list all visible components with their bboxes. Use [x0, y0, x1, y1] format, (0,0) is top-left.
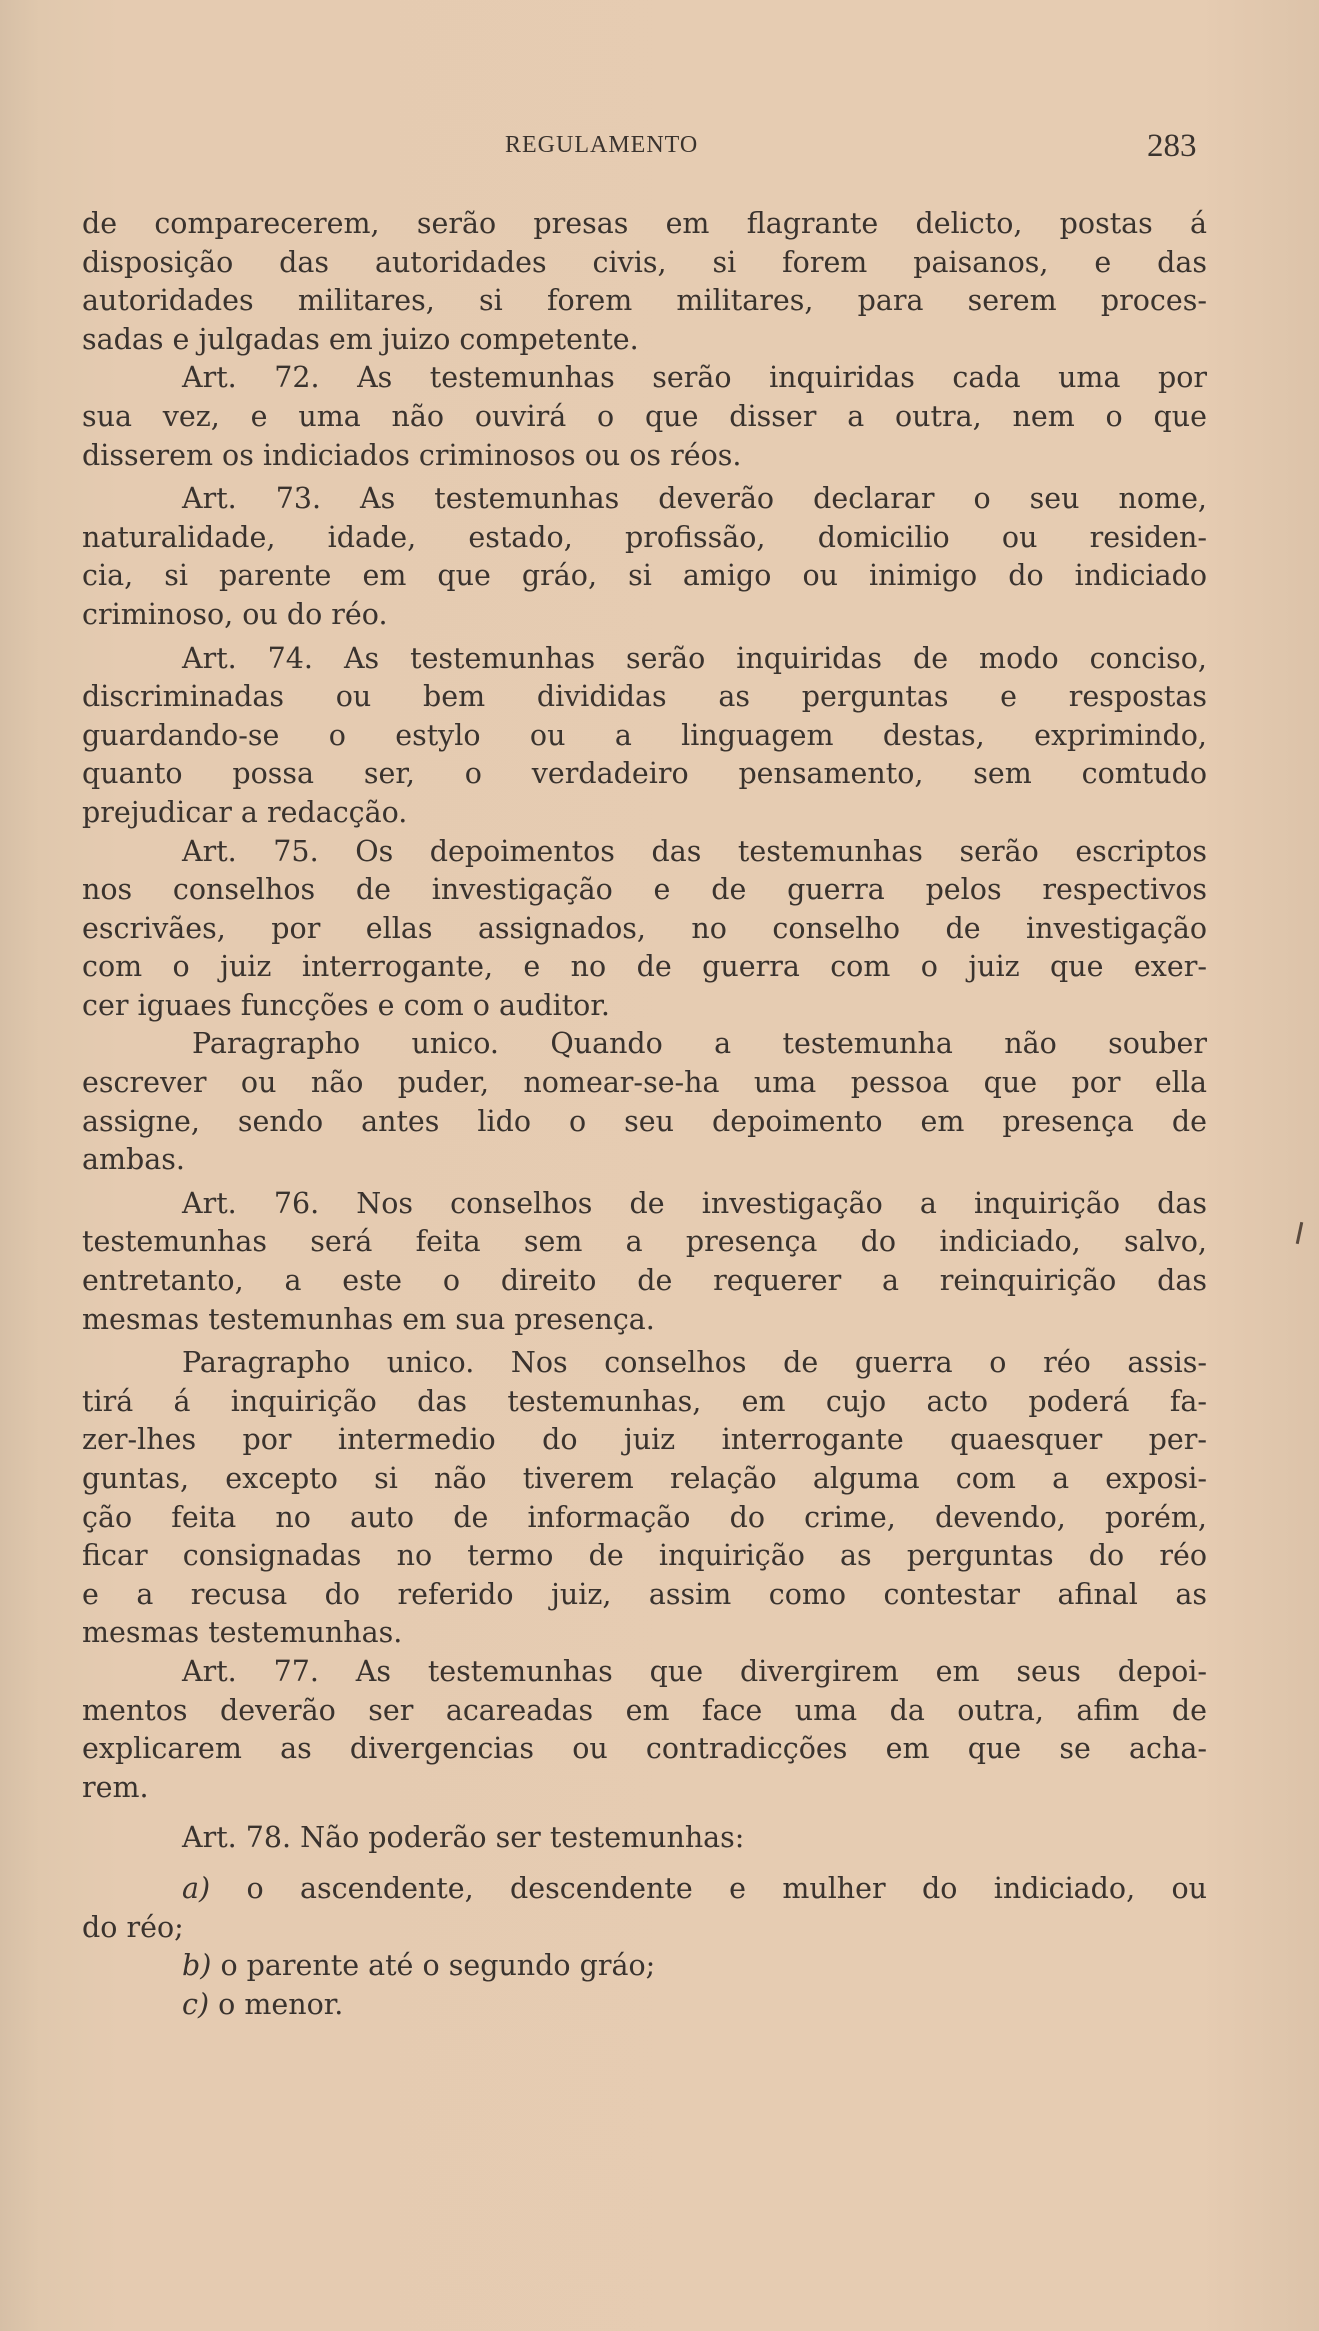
- text-line: ficar consignadas no termo de inquirição as perguntas do réo: [82, 1539, 1207, 1573]
- text-line: ambas.: [82, 1143, 185, 1177]
- text-line: rem.: [82, 1770, 149, 1804]
- list-item-b: [82, 1947, 1207, 1986]
- paragraph-unico-76: Paragrapho unico. Nos conselhos de guerra o réo assis-: [182, 1346, 1207, 1380]
- text-line: e a recusa do referido juiz, assim como contestar afinal as: [82, 1577, 1207, 1611]
- paragraph-unico-75: Paragrapho unico. Quando a testemunha não souber: [192, 1027, 1207, 1061]
- text-line: naturalidade, idade, estado, profissão, domicilio ou residen-: [82, 520, 1207, 554]
- item-letter: c): [182, 1987, 210, 2021]
- text-line: guardando-se o estylo ou a linguagem destas, exprimindo,: [82, 718, 1207, 752]
- text-line: cer iguaes funcções e com o auditor.: [82, 988, 610, 1022]
- item-text: o ascendente, descendente e mulher do indiciado, ou: [246, 1871, 1208, 1905]
- text-line: cia, si parente em que gráo, si amigo ou inimigo do indiciado: [82, 559, 1207, 593]
- text-line: mentos deverão ser acareadas em face uma da outra, afim de: [82, 1693, 1207, 1727]
- text-line: prejudicar a redacção.: [82, 795, 408, 829]
- article-72: Art. 72. As testemunhas serão inquiridas cada uma por: [182, 361, 1207, 395]
- text-line: quanto possa ser, o verdadeiro pensamento, sem comtudo: [82, 757, 1207, 791]
- list-item-a: [82, 1870, 1207, 1909]
- item-letter: b): [182, 1949, 212, 1983]
- text-line: mesmas testemunhas em sua presença.: [82, 1302, 655, 1336]
- text-line: sua vez, e uma não ouvirá o que disser a outra, nem o que: [82, 399, 1207, 433]
- text-line: testemunhas será feita sem a presença do indiciado, salvo,: [82, 1225, 1207, 1259]
- text-line: zer-lhes por intermedio do juiz interrogante quaesquer per-: [82, 1423, 1207, 1457]
- text-line: mesmas testemunhas.: [82, 1616, 403, 1650]
- item-letter: a): [182, 1871, 211, 1905]
- text-line: discriminadas ou bem divididas as perguntas e respostas: [82, 680, 1207, 714]
- text-line: entretanto, a este o direito de requerer a reinquirição das: [82, 1264, 1207, 1298]
- text-line: escrever ou não puder, nomear-se-ha uma pessoa que por ella: [82, 1066, 1207, 1100]
- text-line: sadas e julgadas em juizo competente.: [82, 322, 639, 356]
- body-text: [82, 205, 1207, 2024]
- text-line: guntas, excepto si não tiverem relação alguma com a exposi-: [82, 1462, 1207, 1495]
- article-78: Art. 78. Não poderão ser testemunhas:: [182, 1821, 745, 1855]
- text-line: criminoso, ou do réo.: [82, 597, 388, 631]
- list-item-a-cont: [82, 1909, 1207, 1948]
- article-77: Art. 77. As testemunhas que divergirem em seus depoi-: [182, 1654, 1207, 1688]
- running-title: REGULAMENTO: [505, 132, 699, 158]
- text-line: disposição das autoridades civis, si forem paisanos, e das: [82, 245, 1207, 279]
- article-74: Art. 74. As testemunhas serão inquiridas de modo conciso,: [182, 641, 1207, 675]
- article-75: Art. 75. Os depoimentos das testemunhas serão escriptos: [182, 834, 1207, 868]
- page-number: 283: [1147, 128, 1197, 164]
- text-line: autoridades militares, si forem militares, para serem proces-: [82, 284, 1207, 318]
- text-line: nos conselhos de investigação e de guerra pelos respectivos: [82, 873, 1207, 907]
- list-item-c: [82, 1986, 1207, 2025]
- pencil-mark: [1296, 1222, 1304, 1244]
- text-line: explicarem as divergencias ou contradicções em que se acha-: [82, 1732, 1207, 1766]
- item-text: do réo;: [82, 1910, 184, 1944]
- text-line: tirá á inquirição das testemunhas, em cujo acto poderá fa-: [82, 1384, 1207, 1418]
- article-76: Art. 76. Nos conselhos de investigação a inquirição das: [182, 1186, 1207, 1220]
- text-line: ção feita no auto de informação do crime, devendo, porém,: [82, 1500, 1207, 1534]
- text-line: escrivães, por ellas assignados, no conselho de investigação: [82, 911, 1207, 945]
- text-line: de comparecerem, serão presas em flagrante delicto, postas á: [82, 207, 1207, 240]
- article-73: Art. 73. As testemunhas deverão declarar o seu nome,: [182, 482, 1207, 516]
- item-text: o parente até o segundo gráo;: [220, 1949, 656, 1983]
- text-line: assigne, sendo antes lido o seu depoimento em presença de: [82, 1104, 1207, 1138]
- text-line: disserem os indiciados criminosos ou os réos.: [82, 438, 742, 472]
- text-line: com o juiz interrogante, e no de guerra com o juiz que exer-: [82, 950, 1207, 984]
- item-text: o menor.: [218, 1987, 344, 2021]
- page-header: [0, 128, 1319, 168]
